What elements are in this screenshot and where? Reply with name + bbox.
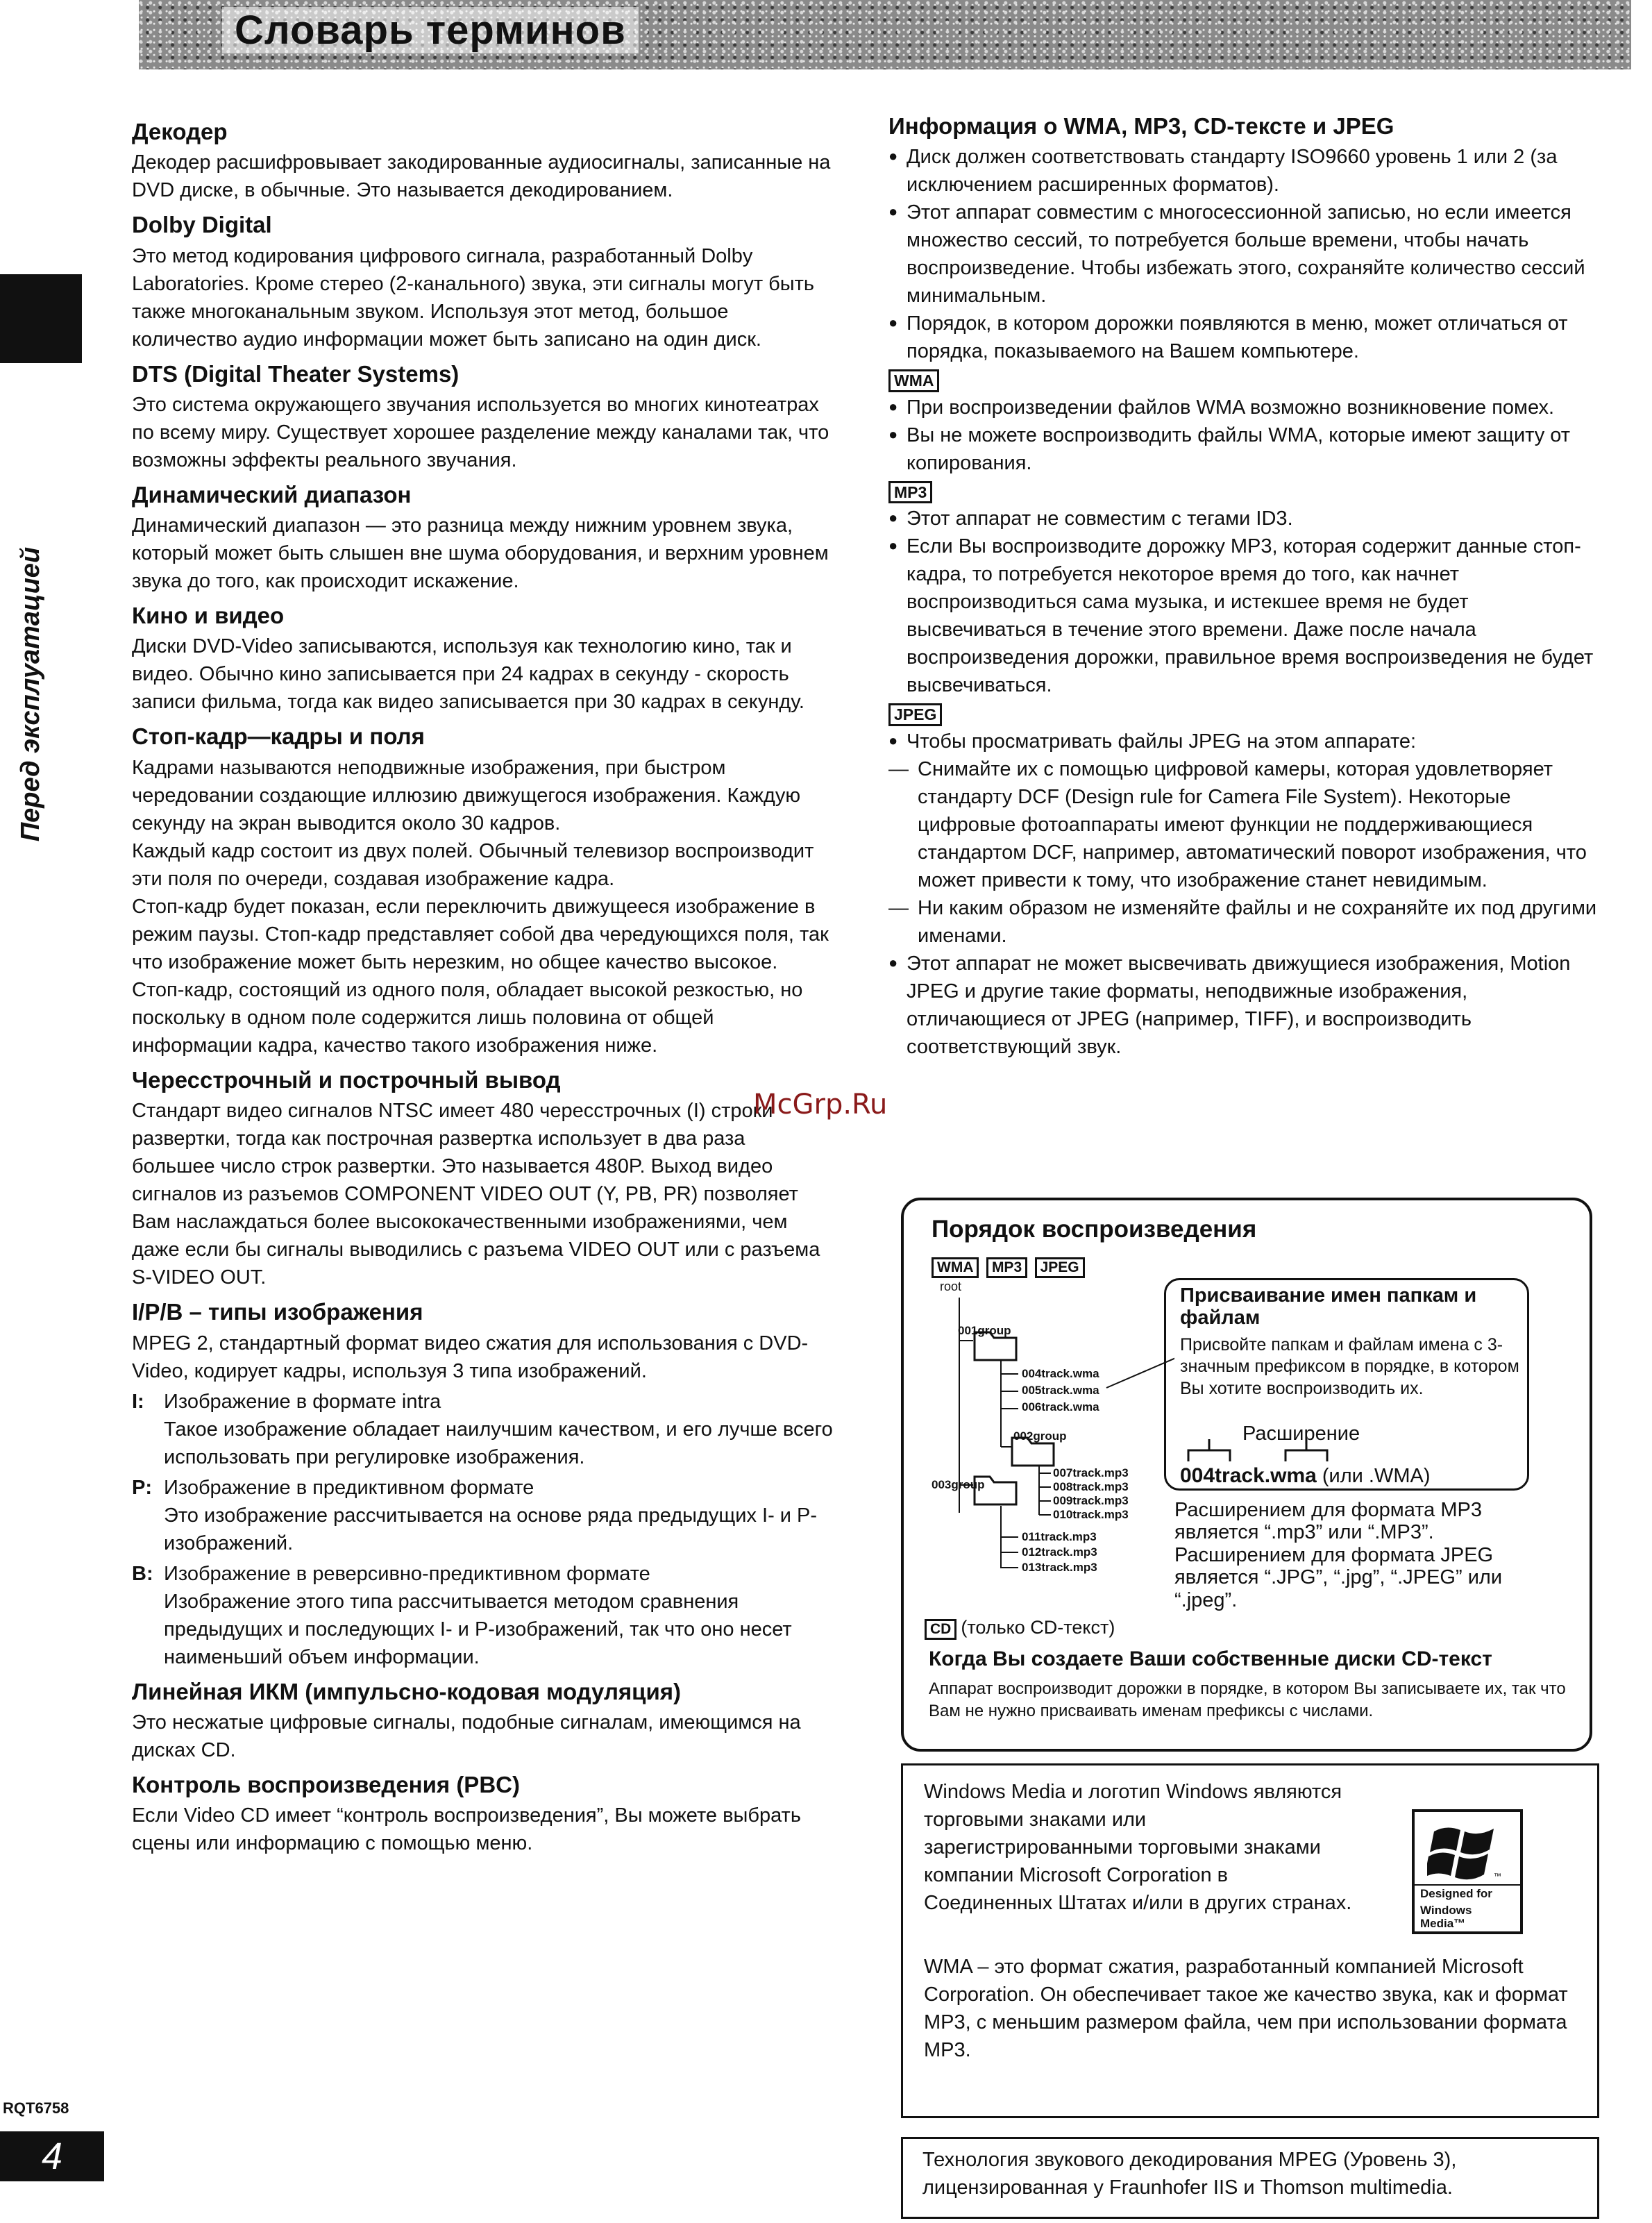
- term-ipb-title: I/P/B – типы изображения: [132, 1299, 423, 1325]
- tree-file: 009track.mp3: [1053, 1494, 1129, 1507]
- term-lpcm-text: Это несжатые цифровые сигналы, подобные сигналам, имеющимся на дисках CD.: [132, 1711, 801, 1761]
- tree-group: 003group: [932, 1478, 985, 1491]
- ipb-item: [132, 1560, 833, 1671]
- logo-tm: ™: [1494, 1872, 1501, 1881]
- playback-order-box: [901, 1198, 1592, 1752]
- term-pbc-title: Контроль воспроизведения (PBC): [132, 1771, 520, 1797]
- filename-bold: 004track.wma: [1180, 1464, 1317, 1487]
- right-column: [888, 112, 1610, 1061]
- bullet-item: ● Если Вы воспроизводите дорожку MP3, которая содержит данные стоп-кадра, то потребуется некоторое время до того, как начнет воспроизводиться сама музыка, и истекшее время не будет высвечиваться в течение этого времени. Даже после начала воспроизведения дорожки, правильное время воспроизведения не будет высвечиваться.: [888, 532, 1610, 699]
- callout-title: Присваивание имен папкам и файлам: [1180, 1284, 1477, 1329]
- mpeg-license-text: Технология звукового декодирования MPEG (Уровень 3), лицензированная у Fraunhofer IIS и Thomson multimedia.: [922, 2149, 1457, 2199]
- tree-file: 005track.wma: [1022, 1384, 1099, 1397]
- ipb-head: Изображение в предиктивном формате: [164, 1476, 534, 1499]
- term-pbc-text: Если Video CD имеет “контроль воспроизведения”, Вы можете выбрать сцены или информацию с помощью меню.: [132, 1804, 801, 1855]
- info-title: Информация о WMA, MP3, CD-тексте и JPEG: [888, 113, 1394, 139]
- ipb-key: P:: [132, 1476, 152, 1499]
- tree-file: 007track.mp3: [1053, 1466, 1129, 1479]
- bullet-item: ● Этот аппарат не совместим с тегами ID3.: [888, 505, 1610, 532]
- bracket-marks: [1181, 1436, 1362, 1464]
- term-lpcm-title: Линейная ИКМ (импульсно-кодовая модуляция): [132, 1678, 682, 1704]
- ipb-head: Изображение в формате intra: [164, 1390, 441, 1413]
- playback-tags: [932, 1253, 1089, 1280]
- ipb-item: [132, 1474, 833, 1557]
- mp3-tag: MP3: [888, 481, 932, 503]
- filename-example: [1180, 1464, 1431, 1488]
- extension-notes: [1174, 1499, 1563, 1611]
- term-still-p4: Стоп-кадр, состоящий из одного поля, обладает высокой резкостью, но поскольку в одном поле содержится лишь половина от общей информации кадра, качество такого изображения ниже.: [132, 978, 803, 1057]
- term-dts-title: DTS (Digital Theater Systems): [132, 360, 460, 387]
- term-still-p1: Кадрами называются неподвижные изображения, при быстром чередовании создающие иллюзию движущегося изображения. Каждую секунду на экран выводится около 30 кадров.: [132, 756, 801, 834]
- tree-group: 001group: [958, 1324, 1011, 1337]
- logo-line2: Windows Media™: [1420, 1904, 1472, 1930]
- wma-tag: WMA: [888, 369, 939, 392]
- jpeg-tag: JPEG: [888, 703, 942, 725]
- page-title: Словарь терминов: [222, 7, 639, 53]
- tag-wma: WMA: [932, 1257, 979, 1278]
- dash-item: — Ни каким образом не изменяйте файлы и не сохраняйте их под другими именами.: [888, 894, 1610, 950]
- tree-file: 012track.mp3: [1022, 1545, 1097, 1559]
- bullet-item: ● Диск должен соответствовать стандарту ISO9660 уровень 1 или 2 (за исключением расширенных форматов).: [888, 143, 1610, 199]
- cd-tag: CD: [925, 1619, 956, 1640]
- playback-title: Порядок воспроизведения: [932, 1216, 1257, 1243]
- ipb-body: Это изображение рассчитывается на основе ряда предыдущих I- и P-изображений.: [164, 1504, 818, 1554]
- watermark: McGrp.Ru: [753, 1089, 888, 1121]
- term-still-p2: Каждый кадр состоит из двух полей. Обычный телевизор воспроизводит эти поля по очереди, создавая изображение кадра.: [132, 839, 814, 890]
- mpeg-license-box: [901, 2137, 1599, 2219]
- bullet-item: ● Этот аппарат совместим с многосессионной записью, но если имеется множество сессий, то потребуется больше времени, чтобы начать воспроизведение. Чтобы избежать этого, сохраняйте количество сессий минимальным.: [888, 199, 1610, 310]
- term-film-text: Диски DVD-Video записываются, используя как технологию кино, так и видео. Обычно кино записывается при 24 кадрах в секунду - скорость записи фильма, тогда как видео записывается при 30 кадрах в секунду.: [132, 635, 804, 714]
- term-dolby-text: Это метод кодирования цифрового сигнала, разработанный Dolby Laboratories. Кроме стерео (2-канального) звука, эти сигналы могут быть также многоканальным звуком. Используя этот метод, большое количество аудио информации может быть записано на один диск.: [132, 244, 815, 351]
- bullet-item: ● Вы не можете воспроизводить файлы WMA, которые имеют защиту от копирования.: [888, 421, 1610, 477]
- tree-root: root: [940, 1280, 962, 1293]
- dash-item: — Снимайте их с помощью цифровой камеры, которая удовлетворяет стандарту DCF (Design rule for Camera File System). Некоторые цифровые фотоаппараты имеют функции не поддерживающиеся стандартом DCF, например, автоматический поворот изображения, что может привести к тому, что изображение станет невидимым.: [888, 755, 1610, 894]
- extension-label: Расширение: [1242, 1423, 1360, 1445]
- ext-mp3: Расширением для формата MP3 является “.mp3” или “.MP3”.: [1174, 1499, 1482, 1544]
- term-decoder-title: Декодер: [132, 119, 228, 144]
- term-dolby-title: Dolby Digital: [132, 212, 272, 238]
- term-ipb-text: MPEG 2, стандартный формат видео сжатия для использования с DVD-Video, кодирует кадры, используя 3 типа изображений.: [132, 1332, 809, 1382]
- tree-file: 011track.mp3: [1022, 1530, 1097, 1543]
- bullet-item: ● Чтобы просматривать файлы JPEG на этом аппарате:: [888, 728, 1610, 755]
- section-label: Перед эксплуатацией: [16, 546, 45, 842]
- page-number: 4: [0, 2131, 104, 2181]
- windows-trademark-text: Windows Media и логотип Windows являются торговыми знаками или зарегистрированными торговыми знаками компании Microsoft Corporation в Соединенных Штатах и/или в других странах.: [924, 1781, 1352, 1915]
- logo-line1: Designed for: [1420, 1887, 1492, 1900]
- cd-note: (только CD-текст): [961, 1617, 1115, 1638]
- tree-group: 002group: [1013, 1429, 1067, 1443]
- ext-jpeg: Расширением для формата JPEG является “.JPG”, “.jpg”, “.JPEG” или “.jpeg”.: [1174, 1543, 1503, 1611]
- tree-file: 006track.wma: [1022, 1400, 1099, 1414]
- cd-heading: Когда Вы создаете Ваши собственные диски CD-текст: [929, 1647, 1492, 1670]
- windows-media-logo: [1412, 1809, 1523, 1934]
- term-decoder-text: Декодер расшифровывает закодированные аудиосигналы, записанные на DVD диске, в обычные. Это называется декодированием.: [132, 151, 831, 202]
- ipb-body: Изображение этого типа рассчитывается методом сравнения предыдущих и последующих I- и P-изображений, так что оно несет наименьший объем информации.: [164, 1590, 792, 1668]
- bullet-item: ● Порядок, в котором дорожки появляются в меню, может отличаться от порядка, показываемого на Вашем компьютере.: [888, 310, 1610, 365]
- ipb-key: I:: [132, 1390, 144, 1413]
- term-dynamic-title: Динамический диапазон: [132, 481, 412, 507]
- filename-alt: (или .WMA): [1322, 1465, 1431, 1487]
- term-still-p3: Стоп-кадр будет показан, если переключить движущееся изображение в режим паузы. Стоп-кадр представляет собой два чередующихся поля, так что изображение может быть нерезким, но общее качество высокое.: [132, 895, 829, 973]
- ipb-item: [132, 1388, 833, 1471]
- term-interlace-text: Стандарт видео сигналов NTSC имеет 480 чересстрочных (I) строки развертки, тогда как построчная развертка использует в два раза большее число строк развертки. Это называется 480P. Выход видео сигналов из разъемов COMPONENT VIDEO OUT (Y, PB, PR) позволяет Вам наслаждаться более высококачественными изображениями, чем даже если бы сигналы выводились с разъема VIDEO OUT или с разъема S-VIDEO OUT.: [132, 1100, 820, 1289]
- left-column: [132, 111, 833, 1857]
- windows-media-box: [901, 1763, 1599, 2118]
- ipb-body: Такое изображение обладает наилучшим качеством, и его лучше всего использовать при регулировке изображения.: [164, 1418, 833, 1468]
- ipb-key: B:: [132, 1562, 153, 1585]
- cd-text-note: [925, 1617, 1115, 1640]
- tag-jpeg: JPEG: [1035, 1257, 1085, 1278]
- bullet-item: ● При воспроизведении файлов WMA возможно возникновение помех.: [888, 394, 1610, 421]
- term-dynamic-text: Динамический диапазон — это разница между нижним уровнем звука, который может быть слышен вне шума оборудования, и верхним уровнем звука до того, как происходит искажение.: [132, 514, 829, 593]
- ipb-head: Изображение в реверсивно-предиктивном формате: [164, 1562, 650, 1585]
- wma-description: WMA – это формат сжатия, разработанный компанией Microsoft Corporation. Он обеспечивает такое же качество звука, как и формат MP3, с меньшим размером файла, чем при использовании формата MP3.: [924, 1956, 1568, 2062]
- term-film-title: Кино и видео: [132, 603, 285, 629]
- callout-text: Присвойте папкам и файлам имена с 3-значным префиксом в порядке, в котором Вы хотите воспроизводить их.: [1180, 1335, 1519, 1398]
- bullet-item: ● Этот аппарат не может высвечивать движущиеся изображения, Motion JPEG и другие такие форматы, неподвижные изображения, отличающиеся от JPEG (например, TIFF), и воспроизводить соответствующий звук.: [888, 950, 1610, 1061]
- doc-code: RQT6758: [3, 2099, 69, 2117]
- tag-mp3: MP3: [986, 1257, 1027, 1278]
- term-still-title: Стоп-кадр—кадры и поля: [132, 723, 425, 750]
- tree-file: 013track.mp3: [1022, 1561, 1097, 1574]
- section-marker: [0, 274, 82, 363]
- term-interlace-title: Чересстрочный и построчный вывод: [132, 1066, 561, 1093]
- windows-flag-icon: [1427, 1819, 1503, 1881]
- tree-file: 010track.mp3: [1053, 1508, 1129, 1521]
- term-dts-text: Это система окружающего звучания используется во многих кинотеатрах по всему миру. Существует хорошее разделение между каналами так, что возможны эффекты реального звучания.: [132, 393, 829, 471]
- cd-text: Аппарат воспроизводит дорожки в порядке, в котором Вы записываете их, так что Вам не нужно присваивать именам префиксы с числами.: [929, 1679, 1566, 1721]
- logo-divider: [1415, 1884, 1520, 1886]
- tree-file: 004track.wma: [1022, 1367, 1099, 1380]
- tree-file: 008track.mp3: [1053, 1480, 1129, 1493]
